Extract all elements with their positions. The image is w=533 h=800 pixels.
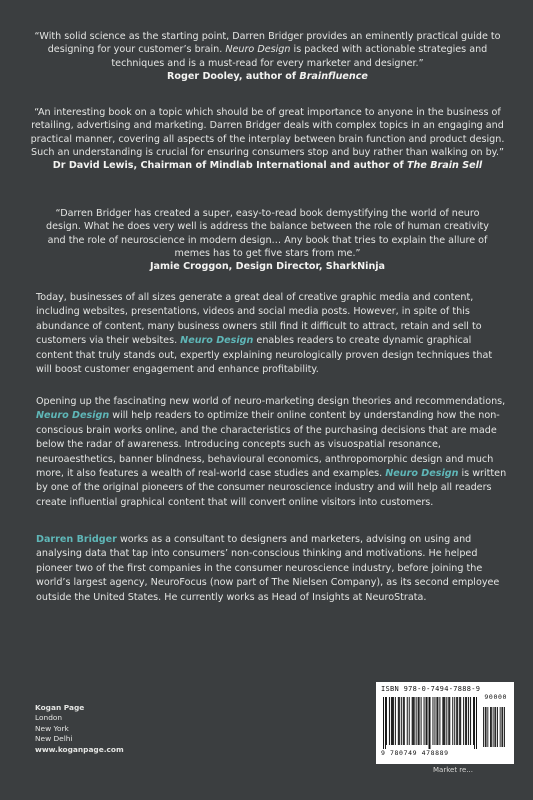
publisher-block <box>35 703 124 755</box>
isbn-barcode <box>376 682 514 764</box>
barcode-bar <box>401 697 402 745</box>
barcode-bar <box>457 697 458 745</box>
barcode-bar <box>442 697 443 745</box>
barcode-bar <box>398 697 399 745</box>
quote-1-attribution: Roger Dooley, author of Brainfluence <box>167 70 368 82</box>
barcode-bar <box>439 697 440 745</box>
barcode-addon-bar <box>490 707 491 747</box>
barcode-addon-bar <box>491 707 492 747</box>
barcode-bar <box>383 697 384 749</box>
book-title-highlight: Neuro Design <box>36 410 110 422</box>
barcode-bar <box>460 697 461 745</box>
barcode-addon-bar <box>487 707 488 747</box>
description-paragraph-1: Today, businesses of all sizes generate a great deal of creative graphic media and content, including websites, presentations, videos and social media posts. However, in spite of this abundance of content, many business owners still find it difficult to attract, retain and sell to customers via their websites. Neuro Design enables readers to create dynamic graphical content that truly stands out, expertly explaining neurologically proven design techniques that will boost customer engagement and enhance profitability. <box>36 292 493 376</box>
barcode-bars <box>383 697 507 749</box>
quote-3-attribution: Jamie Croggon, Design Director, SharkNinja <box>149 261 386 273</box>
barcode-bar <box>414 697 415 745</box>
barcode-bar <box>395 697 396 745</box>
publisher-website: www.koganpage.com <box>35 744 124 754</box>
barcode-bar <box>407 697 408 745</box>
barcode-bar <box>463 697 464 745</box>
barcode-bar <box>437 697 438 745</box>
endorsement-quote-3 <box>46 207 489 273</box>
barcode-bar <box>432 697 433 745</box>
barcode-bar <box>434 697 435 745</box>
barcode-bar <box>474 697 475 749</box>
market-restriction-label: Market re... <box>433 766 473 774</box>
barcode-bar <box>452 697 453 745</box>
description-paragraph-2: Opening up the fascinating new world of neuro-marketing design theories and recommendations, Neuro Design will help readers to optimize their online content by understanding how the non-conscious brain works online, and the characteristics of the purchasing decisions that are made below the radar of awareness. Introducing concepts such as visuospatial resonance, neuroaesthetics, banner blindness, behavioural economics, anthropomorphic design and much more, it also features a wealth of real-world case studies and examples. Neuro Design is written by one of the original pioneers of the consumer neuroscience industry and will help all readers create influential graphical content that will convert online visitors into customers. <box>36 396 507 508</box>
barcode-bar <box>386 697 387 745</box>
barcode-bar <box>456 697 457 745</box>
barcode-bar <box>446 697 447 745</box>
barcode-bar <box>424 697 425 745</box>
barcode-bar <box>393 697 394 745</box>
quote-1-book-title: Neuro Design <box>225 44 291 56</box>
barcode-bar <box>389 697 390 745</box>
book-title-highlight: Neuro Design <box>180 335 254 347</box>
barcode-digits: 9 780749 478889 90000 <box>381 693 507 757</box>
barcode-addon-bar <box>502 707 503 747</box>
barcode-bar <box>436 697 437 745</box>
quote-2-text: “An interesting book on a topic which should be of great importance to anyone in the business of retailing, advertising and marketing. Darren Bridger deals with complex topics in an engaging and practical manner, covering all aspects of the interplay between brain function and product design. Such an understanding is crucial for ensuring consumers stop and buy rather than walking on by.” <box>30 107 505 158</box>
book-title-highlight: Neuro Design <box>385 468 459 480</box>
endorsement-quote-2 <box>30 106 505 172</box>
barcode-bar <box>468 697 469 745</box>
barcode-addon-bar <box>485 707 486 747</box>
barcode-bar <box>444 697 445 745</box>
barcode-bar <box>430 697 431 749</box>
barcode-bar <box>419 697 420 745</box>
barcode-bar <box>466 697 467 745</box>
endorsement-quote-1 <box>30 30 505 83</box>
barcode-bar <box>449 697 450 745</box>
barcode-bar <box>454 697 455 745</box>
barcode-bar <box>459 697 460 745</box>
barcode-bar <box>448 697 449 745</box>
barcode-bar <box>413 697 414 745</box>
barcode-bar <box>403 697 404 745</box>
publisher-city: London <box>35 713 63 723</box>
barcode-bar <box>476 697 477 749</box>
quote-3-text: “Darren Bridger has created a super, easy-to-read book demystifying the world of neuro design. What he does very well is address the balance between the role of human creativity and the role of neuroscience in modern design… Any book that tries to explain the allure of memes has to get five stars from me.” <box>46 208 489 259</box>
quote-1-text: “With solid science as the starting point, Darren Bridger provides an eminently practical guide to designing for your customer’s brain. <box>34 31 501 56</box>
author-bio: Darren Bridger works as a consultant to designers and marketers, advising on using and analysing data that tap into consumers’ non-conscious thinking and motivations. He helped pioneer two of the first companies in the consumer neuroscience industry, before joining the world’s largest agency, NeuroFocus (now part of The Nielsen Company), as its second employee outside the United States. He currently works as Head of Insights at NeuroStrata. <box>36 534 500 603</box>
price-code: 90000 <box>484 693 507 701</box>
barcode-addon-bar <box>493 707 494 747</box>
barcode-bar <box>404 697 405 745</box>
barcode-bar <box>427 697 428 745</box>
publisher-name: Kogan Page <box>35 703 85 712</box>
barcode-addon-bar <box>494 707 495 747</box>
barcode-bar <box>416 697 417 745</box>
barcode-bar <box>412 697 413 745</box>
barcode-bar <box>470 697 471 745</box>
barcode-addon-bar <box>483 707 484 747</box>
publisher-city: New York <box>35 723 69 733</box>
barcode-addon-bar <box>497 707 498 747</box>
barcode-bar <box>409 697 410 745</box>
isbn-label: ISBN 978-0-7494-7888-9 <box>381 685 481 693</box>
barcode-bar <box>465 697 466 745</box>
barcode-addon-bar <box>495 707 496 747</box>
barcode-bar <box>392 697 393 745</box>
quote-1-text-end: is packed with actionable strategies and techniques and is a must-read for every marketer and designer.” <box>111 44 488 69</box>
barcode-bar <box>385 697 386 749</box>
barcode-addon-bar <box>504 707 505 747</box>
author-name: Darren Bridger <box>36 534 117 545</box>
publisher-city: New Delhi <box>35 734 73 744</box>
barcode-bar <box>421 697 422 745</box>
barcode-bar <box>399 697 400 745</box>
quote-2-attribution: Dr David Lewis, Chairman of Mindlab International and author of The Brain Sell <box>52 160 483 172</box>
barcode-bar <box>426 697 427 745</box>
barcode-bar <box>429 697 430 749</box>
barcode-bar <box>418 697 419 745</box>
barcode-addon-bar <box>486 707 487 747</box>
barcode-bar <box>473 697 474 745</box>
barcode-addon-bar <box>501 707 502 747</box>
barcode-addon-bar <box>500 707 501 747</box>
barcode-bar <box>443 697 444 745</box>
barcode-bar <box>391 697 392 745</box>
